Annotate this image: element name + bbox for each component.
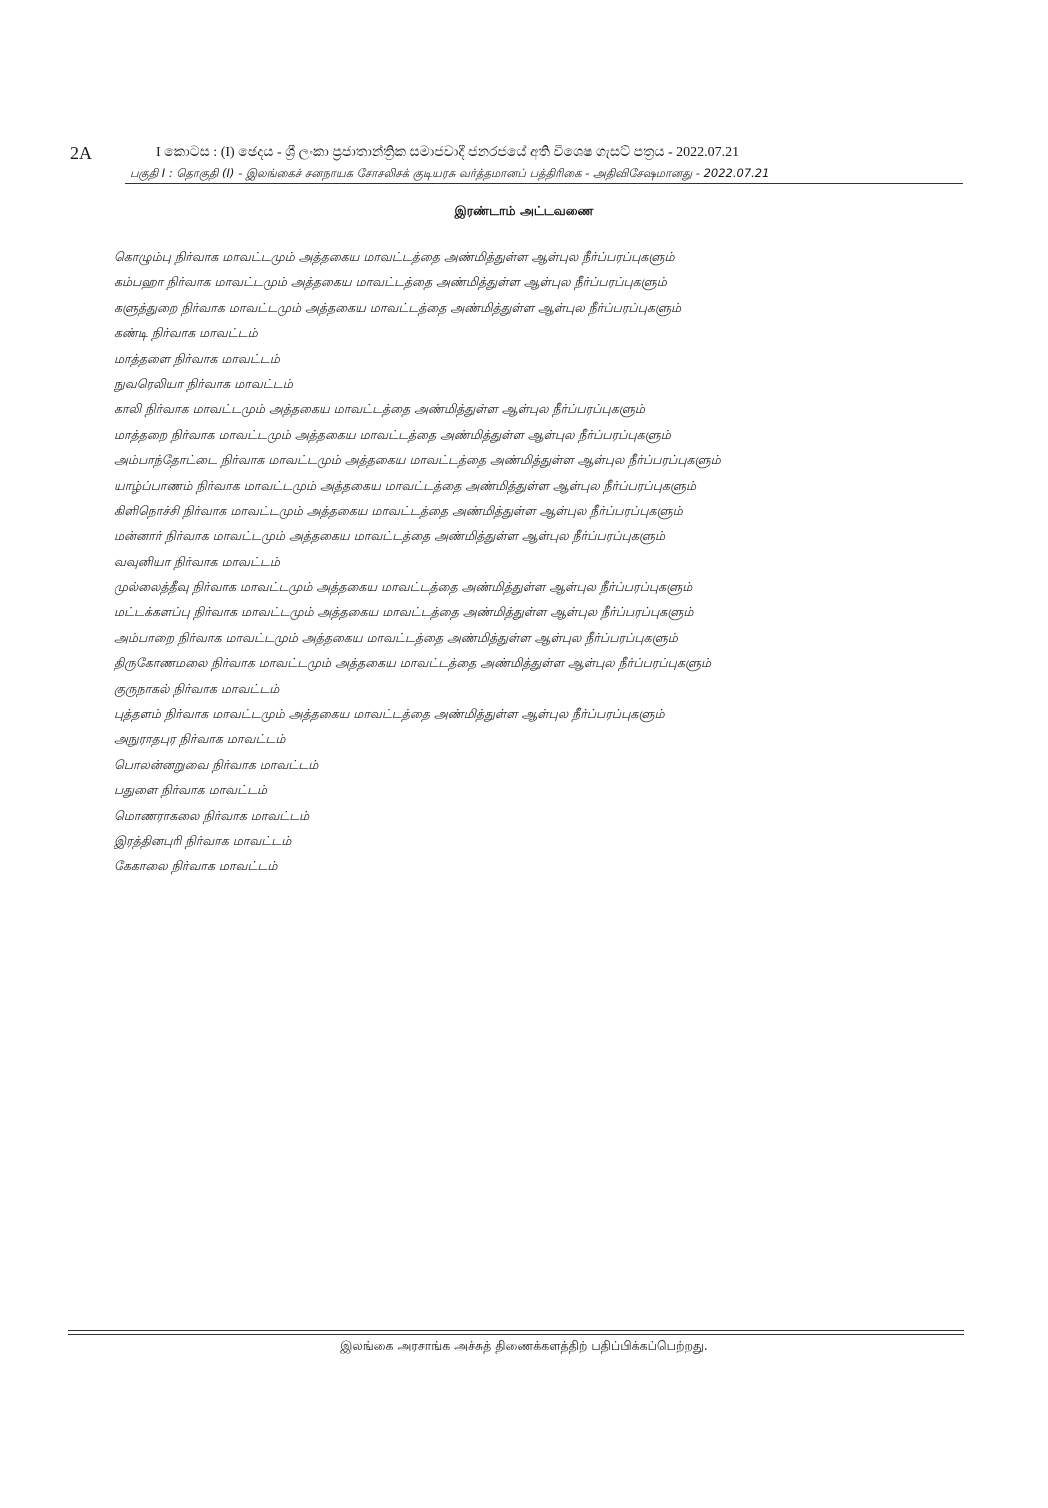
page-number: 2A xyxy=(70,143,92,163)
district-item: காலி நிர்வாக மாவட்டமும் அத்தகைய மாவட்டத்தை அண்மித்துள்ள ஆள்புல நீர்ப்பரப்புகளும் xyxy=(114,401,645,417)
district-item: அநுராதபுர நிர்வாக மாவட்டம் xyxy=(114,731,286,747)
gazette-header-sinhala: I කොටස : (I) ඡෙදය - ශ්‍රී ලංකා ප්‍රජාතාන්ත්‍රික සමාජවාදී ජනරජයේ අති විශෙෂ ගැසට් පත්‍රය - 2022.07.21 xyxy=(156,145,740,160)
district-item: கொழும்பு நிர்வாக மாவட்டமும் அத்தகைய மாவட்டத்தை அண்மித்துள்ள ஆள்புல நீர்ப்பரப்புகளும் xyxy=(114,249,675,264)
district-item: மன்னார் நிர்வாக மாவட்டமும் அத்தகைய மாவட்டத்தை அண்மித்துள்ள ஆள்புல நீர்ப்பரப்புகளும் xyxy=(114,528,666,544)
district-item: கிளிநொச்சி நிர்வாக மாவட்டமும் அத்தகைய மாவட்டத்தை அண்மித்துள்ள ஆள்புல நீர்ப்பரப்புகளும் xyxy=(114,502,683,518)
district-item: மட்டக்களப்பு நிர்வாக மாவட்டமும் அத்தகைய மாவட்டத்தை அண்மித்துள்ள ஆள்புல நீர்ப்பரப்புகளும் xyxy=(114,604,694,620)
schedule-title: இரண்டாம் அட்டவணை xyxy=(454,203,594,218)
district-item: மாத்தளை நிர்வாக மாவட்டம் xyxy=(114,350,280,366)
district-item: கம்பஹா நிர்வாக மாவட்டமும் அத்தகைய மாவட்டத்தை அண்மித்துள்ள ஆள்புல நீர்ப்பரப்புகளும் xyxy=(114,274,667,290)
district-item: களுத்துறை நிர்வாக மாவட்டமும் அத்தகைய மாவட்டத்தை அண்மித்துள்ள ஆள்புல நீர்ப்பரப்புகளும் xyxy=(114,299,682,315)
header-divider xyxy=(125,183,963,184)
district-item: பதுளை நிர்வாக மாவட்டம் xyxy=(114,782,268,798)
district-item: மாத்தறை நிர்வாக மாவட்டமும் அத்தகைய மாவட்டத்தை அண்மித்துள்ள ஆள்புல நீர்ப்பரப்புகளும் xyxy=(114,426,671,442)
district-item: அம்பாந்தோட்டை நிர்வாக மாவட்டமும் அத்தகைய மாவட்டத்தை அண்மித்துள்ள ஆள்புல நீர்ப்பரப்புகளும் xyxy=(114,452,721,468)
district-item: திருகோணமலை நிர்வாக மாவட்டமும் அத்தகைய மாவட்டத்தை அண்மித்துள்ள ஆள்புல நீர்ப்பரப்புகளும் xyxy=(114,655,712,671)
district-item: மொணராகலை நிர்வாக மாவட்டம் xyxy=(114,807,310,823)
gazette-header-tamil: பகுதி I : தொகுதி (I) - இலங்கைச் சனநாயக சோசலிசக் குடியரசு வர்த்தமானப் பத்திரிகை - அதிவிசேஷமானது - 2022.07.21 xyxy=(130,166,770,180)
district-item: அம்பாறை நிர்வாக மாவட்டமும் அத்தகைய மாவட்டத்தை அண்மித்துள்ள ஆள்புல நீர்ப்பரப்புகளும் xyxy=(114,629,678,645)
district-item: குருநாகல் நிர்வாக மாவட்டம் xyxy=(114,680,280,696)
district-item: இரத்தினபுரி நிர்வாக மாவட்டம் xyxy=(114,832,292,848)
district-item: கண்டி நிர்வாக மாவட்டம் xyxy=(114,325,258,341)
printer-footer: இலங்கை அரசாங்க அச்சுத் திணைக்களத்திற் பதிப்பிக்கப்பெற்றது. xyxy=(340,1338,708,1353)
district-list xyxy=(114,244,914,879)
district-item: வவுனியா நிர்வாக மாவட்டம் xyxy=(114,553,280,569)
district-item: யாழ்ப்பாணம் நிர்வாக மாவட்டமும் அத்தகைய மாவட்டத்தை அண்மித்துள்ள ஆள்புல நீர்ப்பரப்புகளும் xyxy=(114,477,697,493)
district-item: முல்லைத்தீவு நிர்வாக மாவட்டமும் அத்தகைய மாவட்டத்தை அண்மித்துள்ள ஆள்புல நீர்ப்பரப்புகளும் xyxy=(114,579,693,595)
district-item: புத்தளம் நிர்வாக மாவட்டமும் அத்தகைய மாவட்டத்தை அண்மித்துள்ள ஆள்புல நீர்ப்பரப்புகளும் xyxy=(114,706,665,722)
district-item: கேகாலை நிர்வாக மாவட்டம் xyxy=(114,858,278,874)
footer-divider-top xyxy=(68,1330,964,1331)
district-item: நுவரெலியா நிர்வாக மாவட்டம் xyxy=(114,375,293,391)
district-item: பொலன்னறுவை நிர்வாக மாவட்டம் xyxy=(114,756,319,772)
footer-divider-bottom xyxy=(68,1334,964,1335)
